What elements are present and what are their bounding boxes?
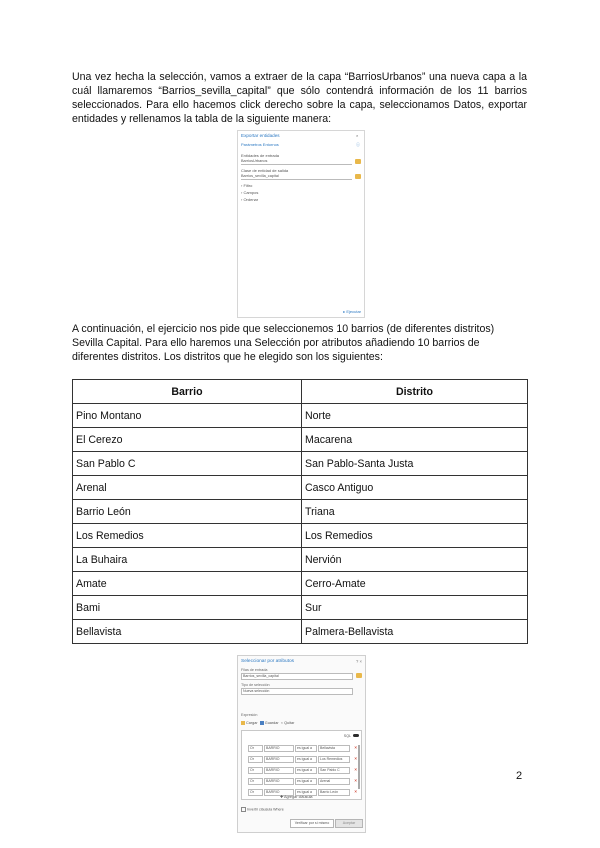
distrito-cell: San Pablo-Santa Justa bbox=[302, 452, 528, 476]
selection-type-label: Tipo de selección bbox=[241, 683, 270, 687]
clause-operator[interactable]: es igual a bbox=[295, 756, 317, 763]
section-filter[interactable]: › Filtro bbox=[241, 183, 253, 188]
clause-field[interactable]: BARRIO bbox=[264, 789, 294, 796]
header-barrio: Barrio bbox=[73, 380, 302, 404]
close-icon[interactable]: × bbox=[280, 721, 284, 725]
page-number: 2 bbox=[516, 770, 523, 782]
clause-value[interactable]: Arenal bbox=[318, 778, 350, 785]
verify-button[interactable]: Verificar por sí mismo bbox=[290, 819, 334, 828]
invert-where-checkbox[interactable] bbox=[241, 807, 284, 812]
section-fields[interactable]: › Campos bbox=[241, 190, 259, 195]
clause-field[interactable]: BARRIO bbox=[264, 767, 294, 774]
help-icon[interactable]: ⓘ bbox=[356, 142, 360, 147]
export-features-screenshot bbox=[237, 130, 365, 318]
distrito-cell: Casco Antiguo bbox=[302, 476, 528, 500]
clause-field[interactable]: BARRIO bbox=[264, 756, 294, 763]
sql-label: SQL bbox=[343, 734, 351, 738]
checkbox-icon[interactable] bbox=[241, 807, 246, 812]
table-row bbox=[73, 524, 528, 548]
input-features-field[interactable]: BarriosUrbanos bbox=[241, 159, 352, 165]
barrio-cell: Bami bbox=[73, 596, 302, 620]
table-row bbox=[73, 428, 528, 452]
clause-field[interactable]: BARRIO bbox=[264, 745, 294, 752]
input-rows-label: Filas de entrada bbox=[241, 668, 268, 672]
folder-icon[interactable] bbox=[355, 159, 361, 164]
folder-icon[interactable] bbox=[356, 673, 362, 678]
table-row bbox=[73, 548, 528, 572]
expression-toolbar bbox=[241, 721, 294, 725]
barrio-cell: El Cerezo bbox=[73, 428, 302, 452]
selection-type-select[interactable]: Nueva selección bbox=[241, 688, 353, 695]
remove-clause-icon[interactable]: × bbox=[354, 789, 357, 794]
barrio-cell: Los Remedios bbox=[73, 524, 302, 548]
barrio-cell: San Pablo C bbox=[73, 452, 302, 476]
apply-button[interactable]: Aceptar bbox=[335, 819, 363, 828]
barrio-cell: Amate bbox=[73, 572, 302, 596]
query-clause bbox=[248, 745, 357, 751]
expression-label: Expresión bbox=[241, 713, 258, 717]
remove-clause-icon[interactable]: × bbox=[354, 767, 357, 772]
close-icon[interactable]: × bbox=[356, 133, 359, 138]
table-row bbox=[73, 476, 528, 500]
save-button[interactable]: Guardar bbox=[264, 721, 279, 725]
invert-where-label: Invertir cláusula Where bbox=[247, 807, 284, 812]
distrito-cell: Sur bbox=[302, 596, 528, 620]
output-class-label: Clase de entidad de salida bbox=[241, 168, 289, 173]
query-clause bbox=[248, 756, 357, 762]
header-distrito: Distrito bbox=[302, 380, 528, 404]
clause-conjunction[interactable]: Or bbox=[248, 767, 263, 774]
query-clause bbox=[248, 778, 357, 784]
folder-icon[interactable] bbox=[355, 174, 361, 179]
table-header-row bbox=[73, 380, 528, 404]
distrito-cell: Macarena bbox=[302, 428, 528, 452]
save-icon[interactable] bbox=[260, 721, 264, 725]
table-row bbox=[73, 500, 528, 524]
table-row bbox=[73, 572, 528, 596]
folder-icon[interactable] bbox=[241, 721, 245, 725]
distrito-cell: Palmera-Bellavista bbox=[302, 620, 528, 644]
export-tabs[interactable]: Parámetros Entornos bbox=[241, 142, 279, 147]
remove-button[interactable]: Quitar bbox=[284, 721, 295, 725]
districts-table bbox=[72, 379, 528, 644]
output-class-field[interactable]: Barrios_sevilla_capital bbox=[241, 174, 352, 180]
intro-paragraph: Una vez hecha la selección, vamos a extraer de la capa “BarriosUrbanos” una nueva capa a la cuál llamaremos “Barrios_sevilla_capital” que sólo contendrá información de los 11 barrios seleccionados. Para ello hacemos click derecho sobre la capa, seleccionamos Datos, exportar entidades y rellenamos la tabla de la siguiente manera: bbox=[72, 71, 527, 125]
export-dialog-title: Exportar entidades bbox=[241, 133, 280, 138]
select-dialog-title: Seleccionar por atributos bbox=[241, 659, 295, 664]
distrito-cell: Nervión bbox=[302, 548, 528, 572]
distrito-cell: Los Remedios bbox=[302, 524, 528, 548]
dialog-controls[interactable]: ? × bbox=[356, 659, 362, 664]
sql-toggle[interactable] bbox=[353, 734, 359, 737]
remove-clause-icon[interactable]: × bbox=[354, 778, 357, 783]
barrio-cell: Arenal bbox=[73, 476, 302, 500]
query-builder bbox=[241, 730, 362, 800]
table-row bbox=[73, 404, 528, 428]
scrollbar[interactable] bbox=[358, 745, 360, 789]
table-row bbox=[73, 452, 528, 476]
section-order[interactable]: › Ordenar bbox=[241, 197, 259, 202]
barrio-cell: La Buhaira bbox=[73, 548, 302, 572]
table-row bbox=[73, 596, 528, 620]
distrito-cell: Triana bbox=[302, 500, 528, 524]
run-button[interactable]: ▸ Ejecutar bbox=[343, 309, 361, 314]
clause-value[interactable]: San Pablo C bbox=[318, 767, 350, 774]
query-clause bbox=[248, 767, 357, 773]
table-row bbox=[73, 620, 528, 644]
clause-field[interactable]: BARRIO bbox=[264, 778, 294, 785]
clause-operator[interactable]: es igual a bbox=[295, 789, 317, 796]
clause-operator[interactable]: es igual a bbox=[295, 745, 317, 752]
clause-value[interactable]: Bellavista bbox=[318, 745, 350, 752]
select-by-attributes-screenshot bbox=[237, 655, 366, 833]
add-clause-button[interactable]: ✚ Agregar cláusula bbox=[280, 795, 313, 799]
clause-conjunction[interactable]: Or bbox=[248, 789, 263, 796]
barrio-cell: Bellavista bbox=[73, 620, 302, 644]
clause-operator[interactable]: es igual a bbox=[295, 778, 317, 785]
barrio-cell: Pino Montano bbox=[73, 404, 302, 428]
load-button[interactable]: Cargar bbox=[246, 721, 258, 725]
remove-clause-icon[interactable]: × bbox=[354, 745, 357, 750]
input-features-label: Entidades de entrada bbox=[241, 153, 280, 158]
distrito-cell: Norte bbox=[302, 404, 528, 428]
districts-paragraph: A continuación, el ejercicio nos pide que seleccionemos 10 barrios (de diferentes distritos) Sevilla Capital. Para ello haremos una Selección por atributos añadiendo 10 barrios de diferentes distritos. Los distritos que he elegido son los siguientes: bbox=[72, 323, 495, 363]
clause-value[interactable]: Barrio León bbox=[318, 789, 350, 796]
clause-operator[interactable]: es igual a bbox=[295, 767, 317, 774]
clause-conjunction[interactable]: Or bbox=[248, 745, 263, 752]
clause-conjunction[interactable]: Or bbox=[248, 778, 263, 785]
clause-conjunction[interactable]: Or bbox=[248, 756, 263, 763]
clause-value[interactable]: Los Remedios bbox=[318, 756, 350, 763]
input-rows-select[interactable]: Barrios_sevilla_capital bbox=[241, 673, 353, 680]
distrito-cell: Cerro-Amate bbox=[302, 572, 528, 596]
barrio-cell: Barrio León bbox=[73, 500, 302, 524]
remove-clause-icon[interactable]: × bbox=[354, 756, 357, 761]
